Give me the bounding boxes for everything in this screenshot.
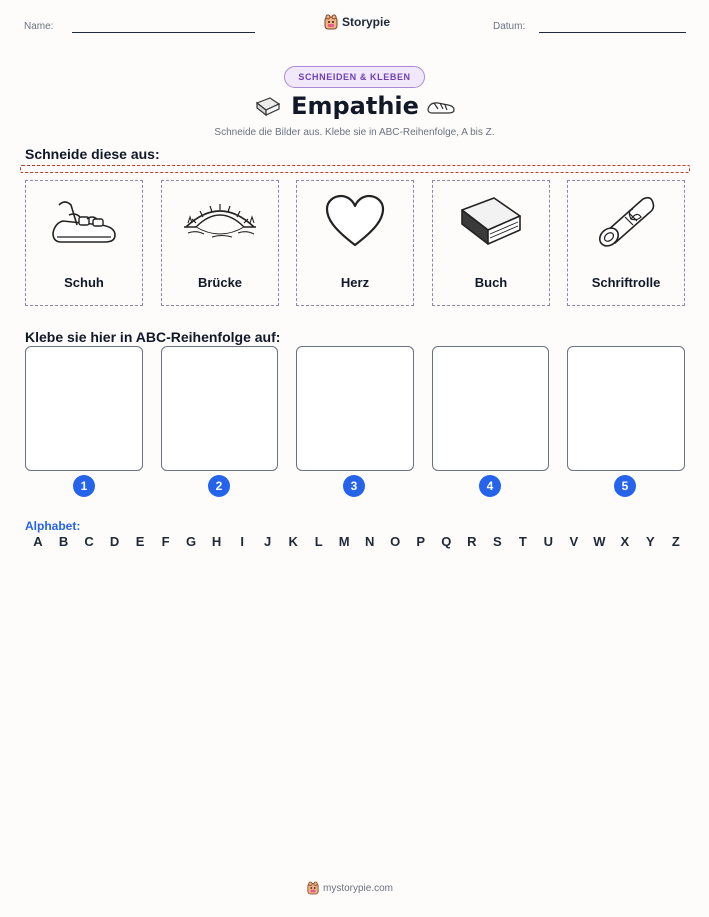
- alphabet-letter: E: [135, 534, 145, 549]
- page-title: Empathie: [291, 92, 419, 120]
- alphabet-row: [31, 534, 683, 549]
- footer: [307, 881, 393, 895]
- alphabet-letter: C: [84, 534, 94, 549]
- book-icon: [458, 194, 524, 248]
- alphabet-letter: I: [240, 534, 244, 549]
- alphabet-letter: M: [338, 534, 350, 549]
- cut-guide-line: [20, 165, 690, 173]
- alphabet-letter: D: [109, 534, 120, 549]
- cut-card-schuh[interactable]: [25, 180, 143, 306]
- slot-number-badge: 1: [73, 475, 95, 497]
- cut-card-schriftrolle[interactable]: [567, 180, 685, 306]
- brand-name: Storypie: [342, 15, 391, 29]
- alphabet-letter: F: [161, 534, 170, 549]
- cut-card-label: Schriftrolle: [591, 275, 661, 290]
- paste-section-heading: Klebe sie hier in ABC-Reihenfolge auf:: [25, 329, 281, 345]
- alphabet-letter: N: [365, 534, 375, 549]
- paste-slot-2[interactable]: [161, 346, 278, 471]
- cut-section-heading: Schneide diese aus:: [25, 146, 160, 162]
- alphabet-letter: J: [264, 534, 272, 549]
- alphabet-letter: A: [33, 534, 43, 549]
- cut-card-label: Schuh: [64, 275, 104, 290]
- slot-number-badge: 4: [479, 475, 501, 497]
- alphabet-letter: Y: [646, 534, 655, 549]
- cut-card-herz[interactable]: [296, 180, 414, 306]
- category-pill: [284, 66, 425, 88]
- storypie-mascot-icon: [324, 14, 338, 30]
- alphabet-letter: O: [390, 534, 401, 549]
- cut-card-buch[interactable]: [432, 180, 550, 306]
- brand-logo: [324, 14, 390, 30]
- paste-slot-3[interactable]: [296, 346, 414, 471]
- alphabet-letter: U: [543, 534, 553, 549]
- cut-card-label: Buch: [474, 275, 508, 290]
- alphabet-letter: X: [620, 534, 630, 549]
- alphabet-letter: Q: [441, 534, 452, 549]
- sandal-icon: [49, 195, 119, 247]
- slot-number-badge: 3: [343, 475, 365, 497]
- scroll-icon: [593, 191, 659, 251]
- cut-card-label: Brücke: [197, 275, 243, 290]
- alphabet-letter: G: [186, 534, 197, 549]
- alphabet-letter: B: [58, 534, 69, 549]
- paste-slot-5[interactable]: [567, 346, 685, 471]
- alphabet-letter: L: [314, 534, 323, 549]
- name-field[interactable]: [72, 32, 255, 33]
- alphabet-letter: H: [211, 534, 222, 549]
- alphabet-letter: T: [518, 534, 527, 549]
- alphabet-letter: Z: [671, 534, 680, 549]
- instructions: Schneide die Bilder aus. Klebe sie in ABC-Reihenfolge, A bis Z.: [214, 127, 495, 138]
- cut-card-label: Herz: [340, 275, 370, 290]
- category-label: SCHNEIDEN & KLEBEN: [298, 72, 411, 82]
- alphabet-heading: Alphabet:: [25, 519, 81, 533]
- date-label: Datum:: [493, 21, 526, 32]
- paste-slot-1[interactable]: [25, 346, 143, 471]
- alphabet-letter: K: [288, 534, 298, 549]
- slot-number-badge: 5: [614, 475, 636, 497]
- bridge-icon: [182, 197, 258, 245]
- book-icon: [254, 95, 282, 117]
- footer-site: mystorypie.com: [323, 882, 394, 894]
- sandal-icon: [426, 96, 456, 116]
- storypie-mascot-icon: [307, 881, 319, 895]
- alphabet-letter: R: [467, 534, 477, 549]
- cut-card-bruecke[interactable]: [161, 180, 279, 306]
- name-label: Name:: [24, 21, 54, 32]
- slot-number-badge: 2: [208, 475, 230, 497]
- alphabet-letter: W: [593, 534, 606, 549]
- heart-icon: [324, 193, 386, 249]
- alphabet-letter: S: [492, 534, 502, 549]
- paste-slot-4[interactable]: [432, 346, 549, 471]
- alphabet-letter: V: [569, 534, 579, 549]
- date-field[interactable]: [539, 32, 686, 33]
- alphabet-letter: P: [416, 534, 426, 549]
